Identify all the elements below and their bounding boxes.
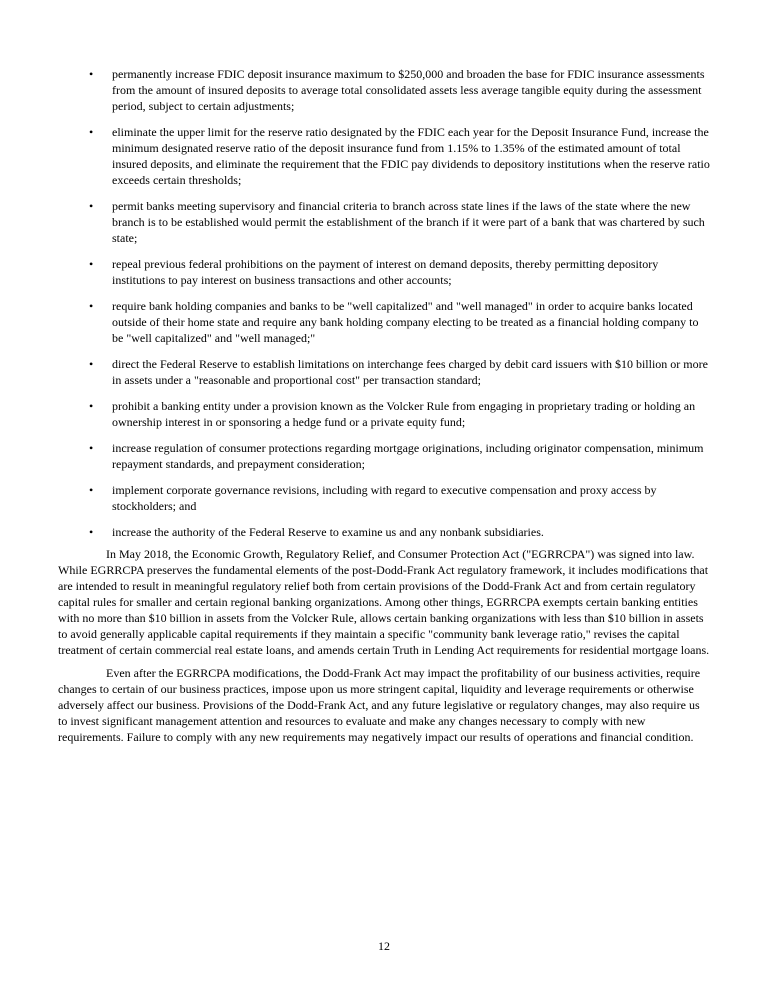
list-item [58,398,710,430]
bullet-text: direct the Federal Reserve to establish limitations on interchange fees charged by debit card issuers with $10 billion or more in assets under a "reasonable and proportional cost" per transaction standard; [112,357,708,387]
bullet-list [58,66,710,540]
bullet-text: prohibit a banking entity under a provision known as the Volcker Rule from engaging in proprietary trading or holding an ownership interest in or sponsoring a hedge fund or a private equity fund; [112,399,696,429]
list-item [58,66,710,114]
bullet-icon: • [89,257,94,271]
list-item [58,524,710,540]
page-content [58,66,710,745]
paragraph-egrrcpa-signed: In May 2018, the Economic Growth, Regulatory Relief, and Consumer Protection Act ("EGRRCPA") was signed into law. While EGRRCPA preserves the fundamental elements of the post-Dodd-Frank Act regulatory framework, it includes modifications that are intended to result in meaningful regulatory relief both from certain provisions of the Dodd-Frank Act and from certain regulatory capital rules for smaller and certain regional banking organizations. Among other things, EGRRCPA exempts certain banking entities with no more than $10 billion in assets from the Volcker Rule, allows certain banking organizations with less than $10 billion in assets to avoid generally applicable capital requirements if they maintain a specific "community bank leverage ratio," revises the capital treatment of certain commercial real estate loans, and amends certain Truth in Lending Act requirements for residential mortgage loans. [58,547,710,657]
paragraph-dodd-frank-impact: Even after the EGRRCPA modifications, the Dodd-Frank Act may impact the profitability of our business activities, require changes to certain of our business practices, impose upon us more stringent capital, liquidity and leverage requirements or otherwise adversely affect our business. Provisions of the Dodd-Frank Act, and any future legislative or regulatory changes, may also require us to invest significant management attention and resources to evaluate and make any changes necessary to comply with new requirements. Failure to comply with any new requirements may negatively impact our results of operations and financial condition. [58,666,701,744]
bullet-text: permanently increase FDIC deposit insurance maximum to $250,000 and broaden the base for FDIC insurance assessments from the amount of insured deposits to average total consolidated assets less average tangible equity during the assessment period, subject to certain adjustments; [112,67,705,113]
bullet-icon: • [89,199,94,213]
list-item [58,298,710,346]
bullet-text: permit banks meeting supervisory and financial criteria to branch across state lines if the laws of the state where the new branch is to be established would permit the establishment of the branch if it were part of a bank that was chartered by such state; [112,199,705,245]
bullet-icon: • [89,299,94,313]
bullet-text: require bank holding companies and banks to be "well capitalized" and "well managed" in order to acquire banks located outside of their home state and require any bank holding company electing to be treated as a financial holding company to be "well capitalized" and "well managed;" [112,299,699,345]
bullet-text: increase regulation of consumer protections regarding mortgage originations, including originator compensation, minimum repayment standards, and prepayment consideration; [112,441,704,471]
bullet-icon: • [89,125,94,139]
bullet-icon: • [89,441,94,455]
list-item [58,198,710,246]
bullet-text: implement corporate governance revisions, including with regard to executive compensation and proxy access by stockholders; and [112,483,657,513]
bullet-icon: • [89,67,94,81]
list-item [58,440,710,472]
list-item [58,482,710,514]
bullet-icon: • [89,483,94,497]
bullet-text: repeal previous federal prohibitions on the payment of interest on demand deposits, thereby permitting depository institutions to pay interest on business transactions and other accounts; [112,257,659,287]
page-number: 12 [378,939,390,953]
bullet-icon: • [89,399,94,413]
bullet-text: eliminate the upper limit for the reserve ratio designated by the FDIC each year for the Deposit Insurance Fund, increase the minimum designated reserve ratio of the deposit insurance fund from 1.15% to 1.35% of the estimated amount of total insured deposits, and eliminate the requirement that the FDIC pay dividends to depository institutions when the reserve ratio exceeds certain thresholds; [112,125,710,187]
bullet-icon: • [89,525,94,539]
list-item [58,356,710,388]
bullet-icon: • [89,357,94,371]
list-item [58,124,710,188]
list-item [58,256,710,288]
bullet-text: increase the authority of the Federal Reserve to examine us and any nonbank subsidiaries. [112,525,544,539]
